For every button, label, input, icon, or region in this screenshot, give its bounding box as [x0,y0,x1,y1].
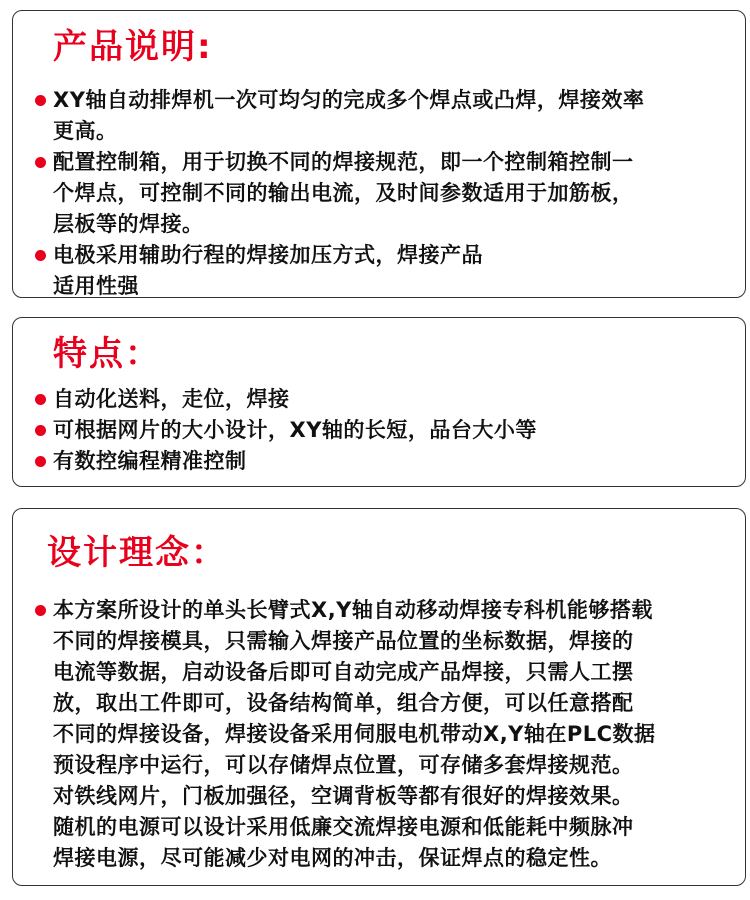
product-description-title: 产品说明: [53,27,213,67]
features-card [12,317,746,487]
list-item: 配置控制箱，用于切换不同的焊接规范，即一个控制箱控制一 个焊点，可控制不同的输出电流，及时间参数适用于加筋板， 层板等的焊接。 [31,147,735,240]
design-concept-list [31,595,735,874]
bullet-dot-icon [35,95,46,106]
bullet-dot-icon [35,394,46,405]
features-title: 特点： [53,334,161,374]
list-item: 本方案所设计的单头长臂式X,Y轴自动移动焊接专科机能够搭载 不同的焊接模具，只需输入焊接产品位置的坐标数据，焊接的 电流等数据，启动设备后即可自动完成产品焊接，只需人工摆 放，取出工件即可，设备结构简单，组合方便，可以任意搭配 不同的焊接设备，焊接设备采用伺服电机带动X,Y轴在PLC数据 预设程序中运行，可以存储焊点位置，可存储多套焊接规范。 对铁线网片，门板加强径，空调背板等都有很好的焊接效果。 随机的电源可以设计采用低廉交流焊接电源和低能耗中频脉冲 焊接电源，尽可能减少对电网的冲击，保证焊点的稳定性。 [31,595,735,874]
bullet-dot-icon [35,157,46,168]
list-item: 有数控编程精准控制 [31,446,735,477]
bullet-dot-icon [35,456,46,467]
design-concept-card [12,508,746,886]
product-description-list [31,85,735,302]
list-item: XY轴自动排焊机一次可均匀的完成多个焊点或凸焊，焊接效率 更高。 [31,85,735,147]
product-description-card [12,10,746,298]
list-item: 自动化送料，走位，焊接 [31,384,735,415]
features-list [31,384,735,477]
list-item: 电极采用辅助行程的焊接加压方式，焊接产品 适用性强 [31,240,735,302]
bullet-dot-icon [35,250,46,261]
list-item: 可根据网片的大小设计，XY轴的长短，品台大小等 [31,415,735,446]
design-concept-title: 设计理念： [47,533,227,573]
bullet-dot-icon [35,425,46,436]
bullet-dot-icon [35,605,46,616]
